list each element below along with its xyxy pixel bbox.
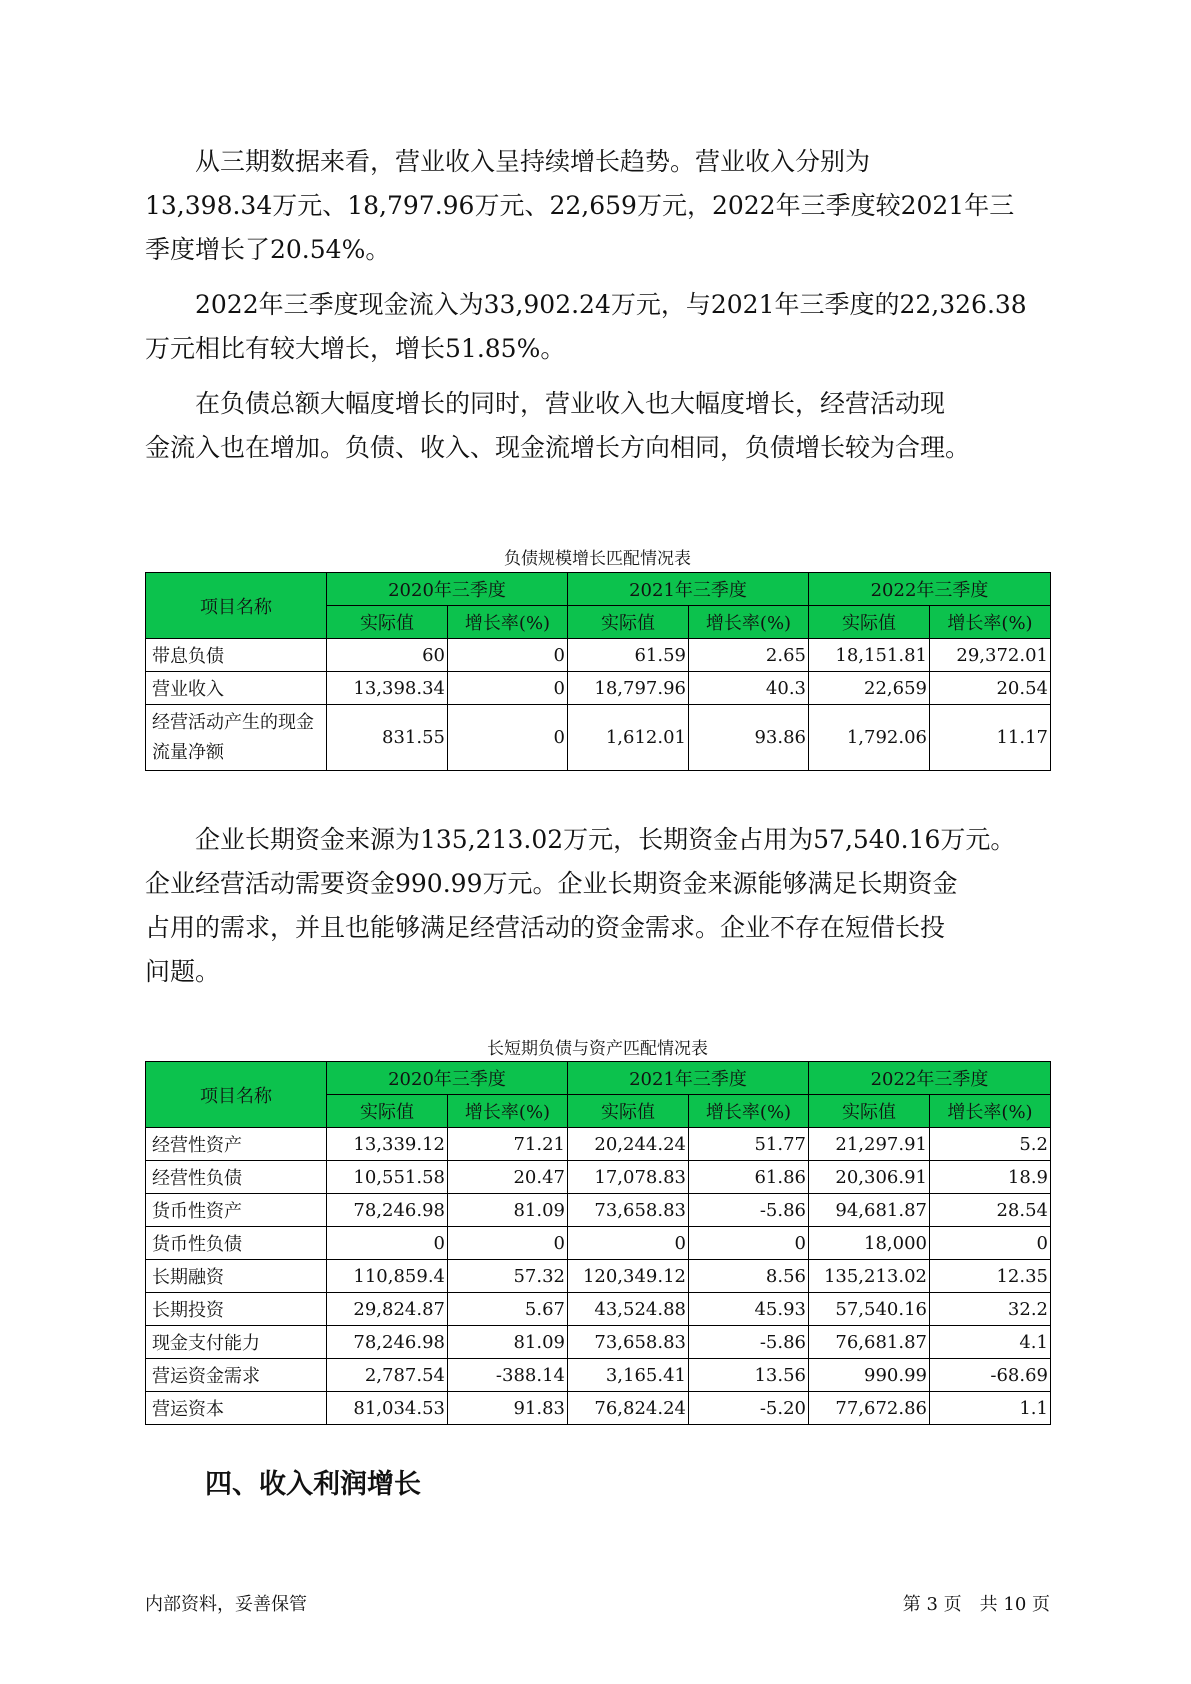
cell-value: 77,672.86 bbox=[809, 1392, 930, 1425]
cell-value: 12.35 bbox=[930, 1260, 1051, 1293]
cell-value: 78,246.98 bbox=[327, 1194, 448, 1227]
text-line: 企业长期资金来源为135,213.02万元，长期资金占用为57,540.16万元。 bbox=[195, 825, 1016, 854]
cell-value: 1,612.01 bbox=[568, 705, 689, 771]
cell-value: 73,658.83 bbox=[568, 1194, 689, 1227]
period-header: 2020年三季度 bbox=[327, 573, 568, 606]
row-label: 营运资本 bbox=[146, 1392, 327, 1425]
cell-value: 2.65 bbox=[689, 639, 809, 672]
cell-value: 22,659 bbox=[809, 672, 930, 705]
cell-value: 61.59 bbox=[568, 639, 689, 672]
row-label: 现金支付能力 bbox=[146, 1326, 327, 1359]
cell-value: 1,792.06 bbox=[809, 705, 930, 771]
row-label: 货币性负债 bbox=[146, 1227, 327, 1260]
row-label: 经营性资产 bbox=[146, 1128, 327, 1161]
cell-value: 81.09 bbox=[448, 1326, 568, 1359]
cell-value: -388.14 bbox=[448, 1359, 568, 1392]
cell-value: 51.77 bbox=[689, 1128, 809, 1161]
period-header: 2021年三季度 bbox=[568, 573, 809, 606]
cell-value: 18,797.96 bbox=[568, 672, 689, 705]
table-row bbox=[146, 1161, 1051, 1194]
text-line: 万元相比有较大增长，增长51.85%。 bbox=[145, 334, 566, 363]
cell-value: 20,306.91 bbox=[809, 1161, 930, 1194]
cell-value: 40.3 bbox=[689, 672, 809, 705]
cell-value: 0 bbox=[689, 1227, 809, 1260]
cell-value: 0 bbox=[448, 672, 568, 705]
cell-value: 57.32 bbox=[448, 1260, 568, 1293]
cell-value: 45.93 bbox=[689, 1293, 809, 1326]
header-row bbox=[146, 1062, 1051, 1095]
cell-value: 1.1 bbox=[930, 1392, 1051, 1425]
table-row bbox=[146, 1326, 1051, 1359]
cell-value: 18,000 bbox=[809, 1227, 930, 1260]
header-row bbox=[146, 573, 1051, 606]
cell-value: -5.20 bbox=[689, 1392, 809, 1425]
row-label: 长期投资 bbox=[146, 1293, 327, 1326]
cell-value: 20.54 bbox=[930, 672, 1051, 705]
cell-value: 110,859.4 bbox=[327, 1260, 448, 1293]
table-caption-asset-liability: 长短期负债与资产匹配情况表 bbox=[487, 1039, 708, 1059]
item-name-header: 项目名称 bbox=[146, 573, 327, 639]
growth-header: 增长率(%) bbox=[448, 1095, 568, 1128]
cell-value: 0 bbox=[448, 705, 568, 771]
section-heading: 四、收入利润增长 bbox=[205, 1469, 421, 1500]
cell-value: -5.86 bbox=[689, 1326, 809, 1359]
cell-value: 32.2 bbox=[930, 1293, 1051, 1326]
asset-liability-table bbox=[145, 1061, 1051, 1425]
actual-header: 实际值 bbox=[809, 1095, 930, 1128]
cell-value: 93.86 bbox=[689, 705, 809, 771]
cell-value: 29,372.01 bbox=[930, 639, 1051, 672]
cell-value: 120,349.12 bbox=[568, 1260, 689, 1293]
row-label: 长期融资 bbox=[146, 1260, 327, 1293]
growth-header: 增长率(%) bbox=[448, 606, 568, 639]
paragraph-long-term-funds bbox=[145, 818, 1045, 994]
paragraph-revenue-trend bbox=[145, 140, 1045, 272]
text-line: 从三期数据来看，营业收入呈持续增长趋势。营业收入分别为 bbox=[195, 147, 871, 176]
cell-value: 0 bbox=[930, 1227, 1051, 1260]
actual-header: 实际值 bbox=[327, 606, 448, 639]
cell-value: 0 bbox=[448, 1227, 568, 1260]
actual-header: 实际值 bbox=[327, 1095, 448, 1128]
row-label: 营运资金需求 bbox=[146, 1359, 327, 1392]
table-row bbox=[146, 1260, 1051, 1293]
table-row bbox=[146, 1359, 1051, 1392]
growth-header: 增长率(%) bbox=[689, 1095, 809, 1128]
growth-header: 增长率(%) bbox=[930, 1095, 1051, 1128]
row-label: 经营性负债 bbox=[146, 1161, 327, 1194]
cell-value: 990.99 bbox=[809, 1359, 930, 1392]
text-line: 企业经营活动需要资金990.99万元。企业长期资金来源能够满足长期资金 bbox=[145, 869, 958, 898]
period-header: 2022年三季度 bbox=[809, 573, 1051, 606]
cell-value: 13,398.34 bbox=[327, 672, 448, 705]
cell-value: 21,297.91 bbox=[809, 1128, 930, 1161]
row-label: 经营活动产生的现金流量净额 bbox=[146, 705, 327, 771]
actual-header: 实际值 bbox=[568, 1095, 689, 1128]
cell-value: 135,213.02 bbox=[809, 1260, 930, 1293]
text-line: 在负债总额大幅度增长的同时，营业收入也大幅度增长，经营活动现 bbox=[195, 389, 946, 418]
cell-value: 10,551.58 bbox=[327, 1161, 448, 1194]
cell-value: 18,151.81 bbox=[809, 639, 930, 672]
table-row bbox=[146, 639, 1051, 672]
table-row bbox=[146, 672, 1051, 705]
text-line: 2022年三季度现金流入为33,902.24万元，与2021年三季度的22,326.38 bbox=[195, 290, 1027, 319]
actual-header: 实际值 bbox=[568, 606, 689, 639]
table-row bbox=[146, 705, 1051, 771]
cell-value: 13.56 bbox=[689, 1359, 809, 1392]
cell-value: 13,339.12 bbox=[327, 1128, 448, 1161]
cell-value: 81,034.53 bbox=[327, 1392, 448, 1425]
text-line: 问题。 bbox=[145, 957, 221, 986]
cell-value: 4.1 bbox=[930, 1326, 1051, 1359]
cell-value: 28.54 bbox=[930, 1194, 1051, 1227]
cell-value: 60 bbox=[327, 639, 448, 672]
text-line: 季度增长了20.54%。 bbox=[145, 235, 391, 264]
row-label: 货币性资产 bbox=[146, 1194, 327, 1227]
cell-value: 831.55 bbox=[327, 705, 448, 771]
debt-growth-table bbox=[145, 572, 1051, 771]
footer-confidential-note: 内部资料，妥善保管 bbox=[145, 1594, 307, 1615]
table-row bbox=[146, 1392, 1051, 1425]
cell-value: 71.21 bbox=[448, 1128, 568, 1161]
cell-value: 3,165.41 bbox=[568, 1359, 689, 1392]
cell-value: 57,540.16 bbox=[809, 1293, 930, 1326]
cell-value: 61.86 bbox=[689, 1161, 809, 1194]
table-row bbox=[146, 1128, 1051, 1161]
period-header: 2020年三季度 bbox=[327, 1062, 568, 1095]
growth-header: 增长率(%) bbox=[689, 606, 809, 639]
cell-value: 0 bbox=[568, 1227, 689, 1260]
cell-value: 5.67 bbox=[448, 1293, 568, 1326]
cell-value: 18.9 bbox=[930, 1161, 1051, 1194]
cell-value: 81.09 bbox=[448, 1194, 568, 1227]
cell-value: 17,078.83 bbox=[568, 1161, 689, 1194]
cell-value: 76,824.24 bbox=[568, 1392, 689, 1425]
paragraph-cash-inflow bbox=[145, 283, 1045, 371]
period-header: 2021年三季度 bbox=[568, 1062, 809, 1095]
period-header: 2022年三季度 bbox=[809, 1062, 1051, 1095]
table-row bbox=[146, 1293, 1051, 1326]
paragraph-debt-analysis bbox=[145, 382, 1045, 470]
growth-header: 增长率(%) bbox=[930, 606, 1051, 639]
table-row bbox=[146, 1227, 1051, 1260]
cell-value: 73,658.83 bbox=[568, 1326, 689, 1359]
table-caption-debt-growth: 负债规模增长匹配情况表 bbox=[504, 549, 691, 569]
footer-page-number: 第 3 页 共 10 页 bbox=[902, 1594, 1050, 1615]
actual-header: 实际值 bbox=[809, 606, 930, 639]
cell-value: 20.47 bbox=[448, 1161, 568, 1194]
cell-value: 78,246.98 bbox=[327, 1326, 448, 1359]
cell-value: 20,244.24 bbox=[568, 1128, 689, 1161]
cell-value: 0 bbox=[327, 1227, 448, 1260]
cell-value: 11.17 bbox=[930, 705, 1051, 771]
text-line: 13,398.34万元、18,797.96万元、22,659万元，2022年三季度较2021年三 bbox=[145, 191, 1015, 220]
cell-value: 94,681.87 bbox=[809, 1194, 930, 1227]
cell-value: 2,787.54 bbox=[327, 1359, 448, 1392]
row-label: 带息负债 bbox=[146, 639, 327, 672]
item-name-header: 项目名称 bbox=[146, 1062, 327, 1128]
cell-value: 76,681.87 bbox=[809, 1326, 930, 1359]
cell-value: -68.69 bbox=[930, 1359, 1051, 1392]
cell-value: 0 bbox=[448, 639, 568, 672]
cell-value: 8.56 bbox=[689, 1260, 809, 1293]
cell-value: 43,524.88 bbox=[568, 1293, 689, 1326]
cell-value: -5.86 bbox=[689, 1194, 809, 1227]
table-row bbox=[146, 1194, 1051, 1227]
cell-value: 29,824.87 bbox=[327, 1293, 448, 1326]
cell-value: 91.83 bbox=[448, 1392, 568, 1425]
text-line: 金流入也在增加。负债、收入、现金流增长方向相同，负债增长较为合理。 bbox=[145, 433, 971, 462]
row-label: 营业收入 bbox=[146, 672, 327, 705]
text-line: 占用的需求，并且也能够满足经营活动的资金需求。企业不存在短借长投 bbox=[145, 913, 946, 942]
cell-value: 5.2 bbox=[930, 1128, 1051, 1161]
